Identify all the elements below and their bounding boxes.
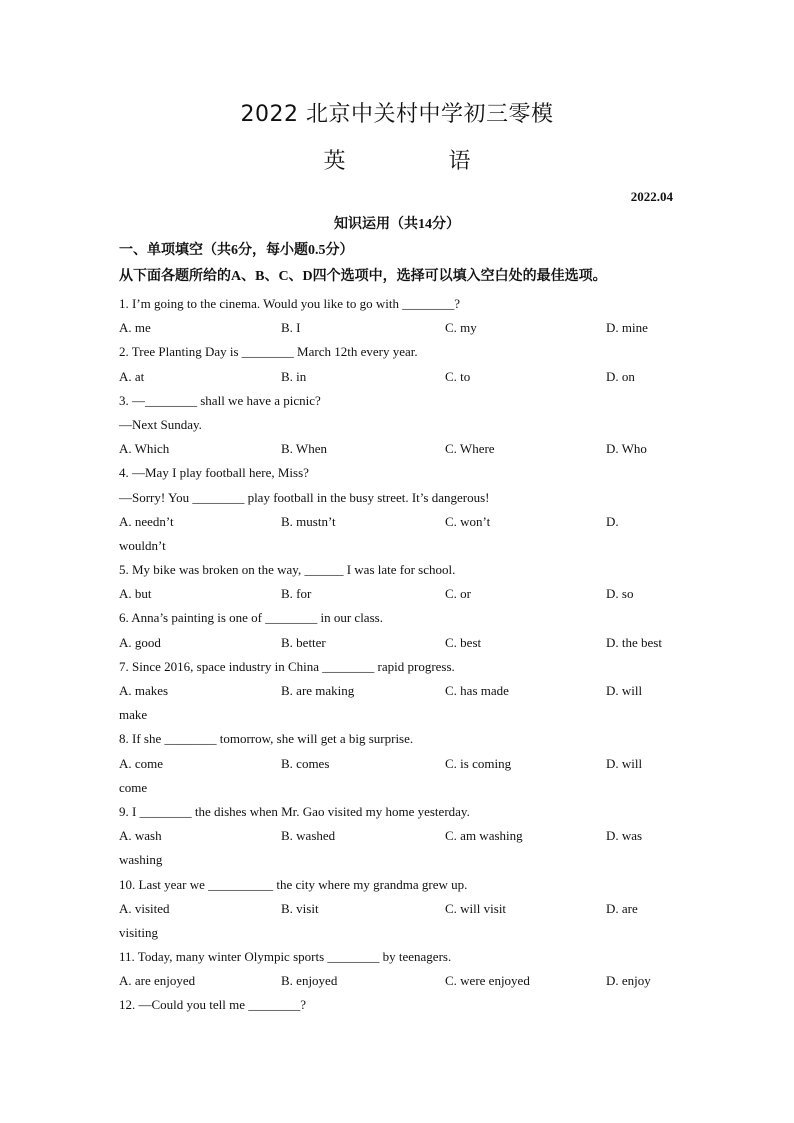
option-c: C. am washing [445, 828, 523, 844]
part-title: 一、单项填空（共6分，每小题0.5分） [119, 243, 354, 258]
question-stem: 3. —________ shall we have a picnic? [119, 392, 321, 408]
subject-title: 英 语 [323, 149, 519, 174]
option-a: A. needn’t [119, 513, 174, 529]
option-a: A. come [119, 755, 164, 771]
option-c: C. Where [445, 441, 495, 457]
question-item [119, 292, 679, 340]
question-item [119, 655, 679, 728]
option-d-wrapped: make [119, 707, 148, 723]
question-stem: 4. —May I play football here, Miss? [119, 465, 309, 481]
option-c: C. or [445, 586, 471, 602]
option-a: A. makes [119, 683, 169, 698]
option-a: A. me [119, 320, 151, 336]
option-a: A. visited [119, 900, 170, 916]
question-stem: 6. Anna’s painting is one of ________ in our class. [119, 610, 383, 626]
question-dialogue-line: —Sorry! You ________ play football in the busy street. It’s dangerous! [119, 489, 490, 505]
section-heading: 知识运用（共14分） [334, 217, 460, 232]
option-d: D. [606, 513, 619, 529]
exam-date: 2022.04 [630, 189, 673, 204]
option-b: B. better [281, 634, 326, 650]
option-c: C. has made [445, 683, 509, 698]
question-item [119, 558, 679, 606]
answer-options [119, 679, 679, 703]
option-d-wrapped: come [119, 779, 148, 795]
answer-options [119, 631, 679, 655]
option-d: D. so [606, 586, 634, 602]
option-b: B. in [281, 368, 307, 384]
option-a: A. are enjoyed [119, 973, 196, 989]
option-d-wrapped: visiting [119, 924, 159, 940]
option-c: C. will visit [445, 900, 507, 916]
option-b: B. for [281, 586, 312, 602]
question-stem: 10. Last year we __________ the city where my grandma grew up. [119, 876, 468, 892]
option-c: C. were enjoyed [445, 973, 530, 989]
option-c: C. to [445, 368, 471, 384]
option-a: A. Which [119, 441, 170, 457]
question-item [119, 800, 679, 873]
option-c: C. won’t [445, 513, 491, 529]
answer-options [119, 365, 679, 389]
option-d: D. mine [606, 320, 648, 336]
option-b: B. When [281, 441, 327, 457]
question-item [119, 606, 679, 654]
option-b: B. visit [281, 900, 319, 916]
option-d: D. will [606, 755, 643, 771]
option-b: B. enjoyed [281, 973, 338, 989]
option-d: D. was [606, 828, 643, 844]
question-stem: 1. I’m going to the cinema. Would you like to go with ________? [119, 296, 461, 311]
option-a: A. good [119, 634, 161, 650]
question-dialogue-line: —Next Sunday. [119, 416, 202, 432]
question-item [119, 727, 679, 800]
answer-options [119, 752, 679, 776]
question-item [119, 873, 679, 946]
answer-options [119, 969, 679, 993]
option-b: B. washed [281, 828, 336, 844]
answer-options [119, 437, 679, 461]
option-d: D. are [606, 900, 638, 916]
question-item [119, 340, 679, 388]
question-item [119, 993, 679, 1017]
option-d: D. Who [606, 441, 647, 457]
question-stem: 7. Since 2016, space industry in China ________ rapid progress. [119, 658, 455, 674]
option-a: A. wash [119, 828, 162, 844]
page-title: 2022 北京中关村中学初三零模 [240, 102, 554, 127]
instructions: 从下面各题所给的A、B、C、D四个选项中，选择可以填入空白处的最佳选项。 [119, 269, 607, 284]
question-list [119, 292, 679, 1018]
option-c: C. my [445, 320, 477, 336]
answer-options [119, 824, 679, 848]
option-d: D. will [606, 683, 643, 698]
answer-options [119, 316, 679, 340]
question-stem: 2. Tree Planting Day is ________ March 12th every year. [119, 344, 418, 360]
question-stem: 5. My bike was broken on the way, ______ I was late for school. [119, 562, 456, 578]
option-a: A. at [119, 368, 145, 384]
question-item [119, 461, 679, 558]
answer-options [119, 582, 679, 606]
question-item [119, 389, 679, 462]
option-d: D. on [606, 368, 635, 384]
question-stem: 8. If she ________ tomorrow, she will get a big surprise. [119, 731, 414, 747]
option-b: B. mustn’t [281, 513, 336, 529]
option-a: A. but [119, 586, 152, 602]
option-d-wrapped: washing [119, 852, 163, 868]
option-c: C. is coming [445, 755, 512, 771]
answer-options [119, 510, 679, 534]
answer-options [119, 897, 679, 921]
question-stem: 12. —Could you tell me ________? [119, 997, 307, 1013]
option-b: B. comes [281, 755, 330, 771]
option-d: D. enjoy [606, 973, 651, 989]
question-stem: 11. Today, many winter Olympic sports ________ by teenagers. [119, 949, 452, 965]
option-b: B. are making [281, 683, 355, 698]
question-stem: 9. I ________ the dishes when Mr. Gao visited my home yesterday. [119, 803, 470, 819]
option-c: C. best [445, 634, 482, 650]
option-b: B. I [281, 320, 301, 336]
question-item [119, 945, 679, 993]
option-d: D. the best [606, 634, 662, 650]
option-d-wrapped: wouldn’t [119, 537, 166, 553]
